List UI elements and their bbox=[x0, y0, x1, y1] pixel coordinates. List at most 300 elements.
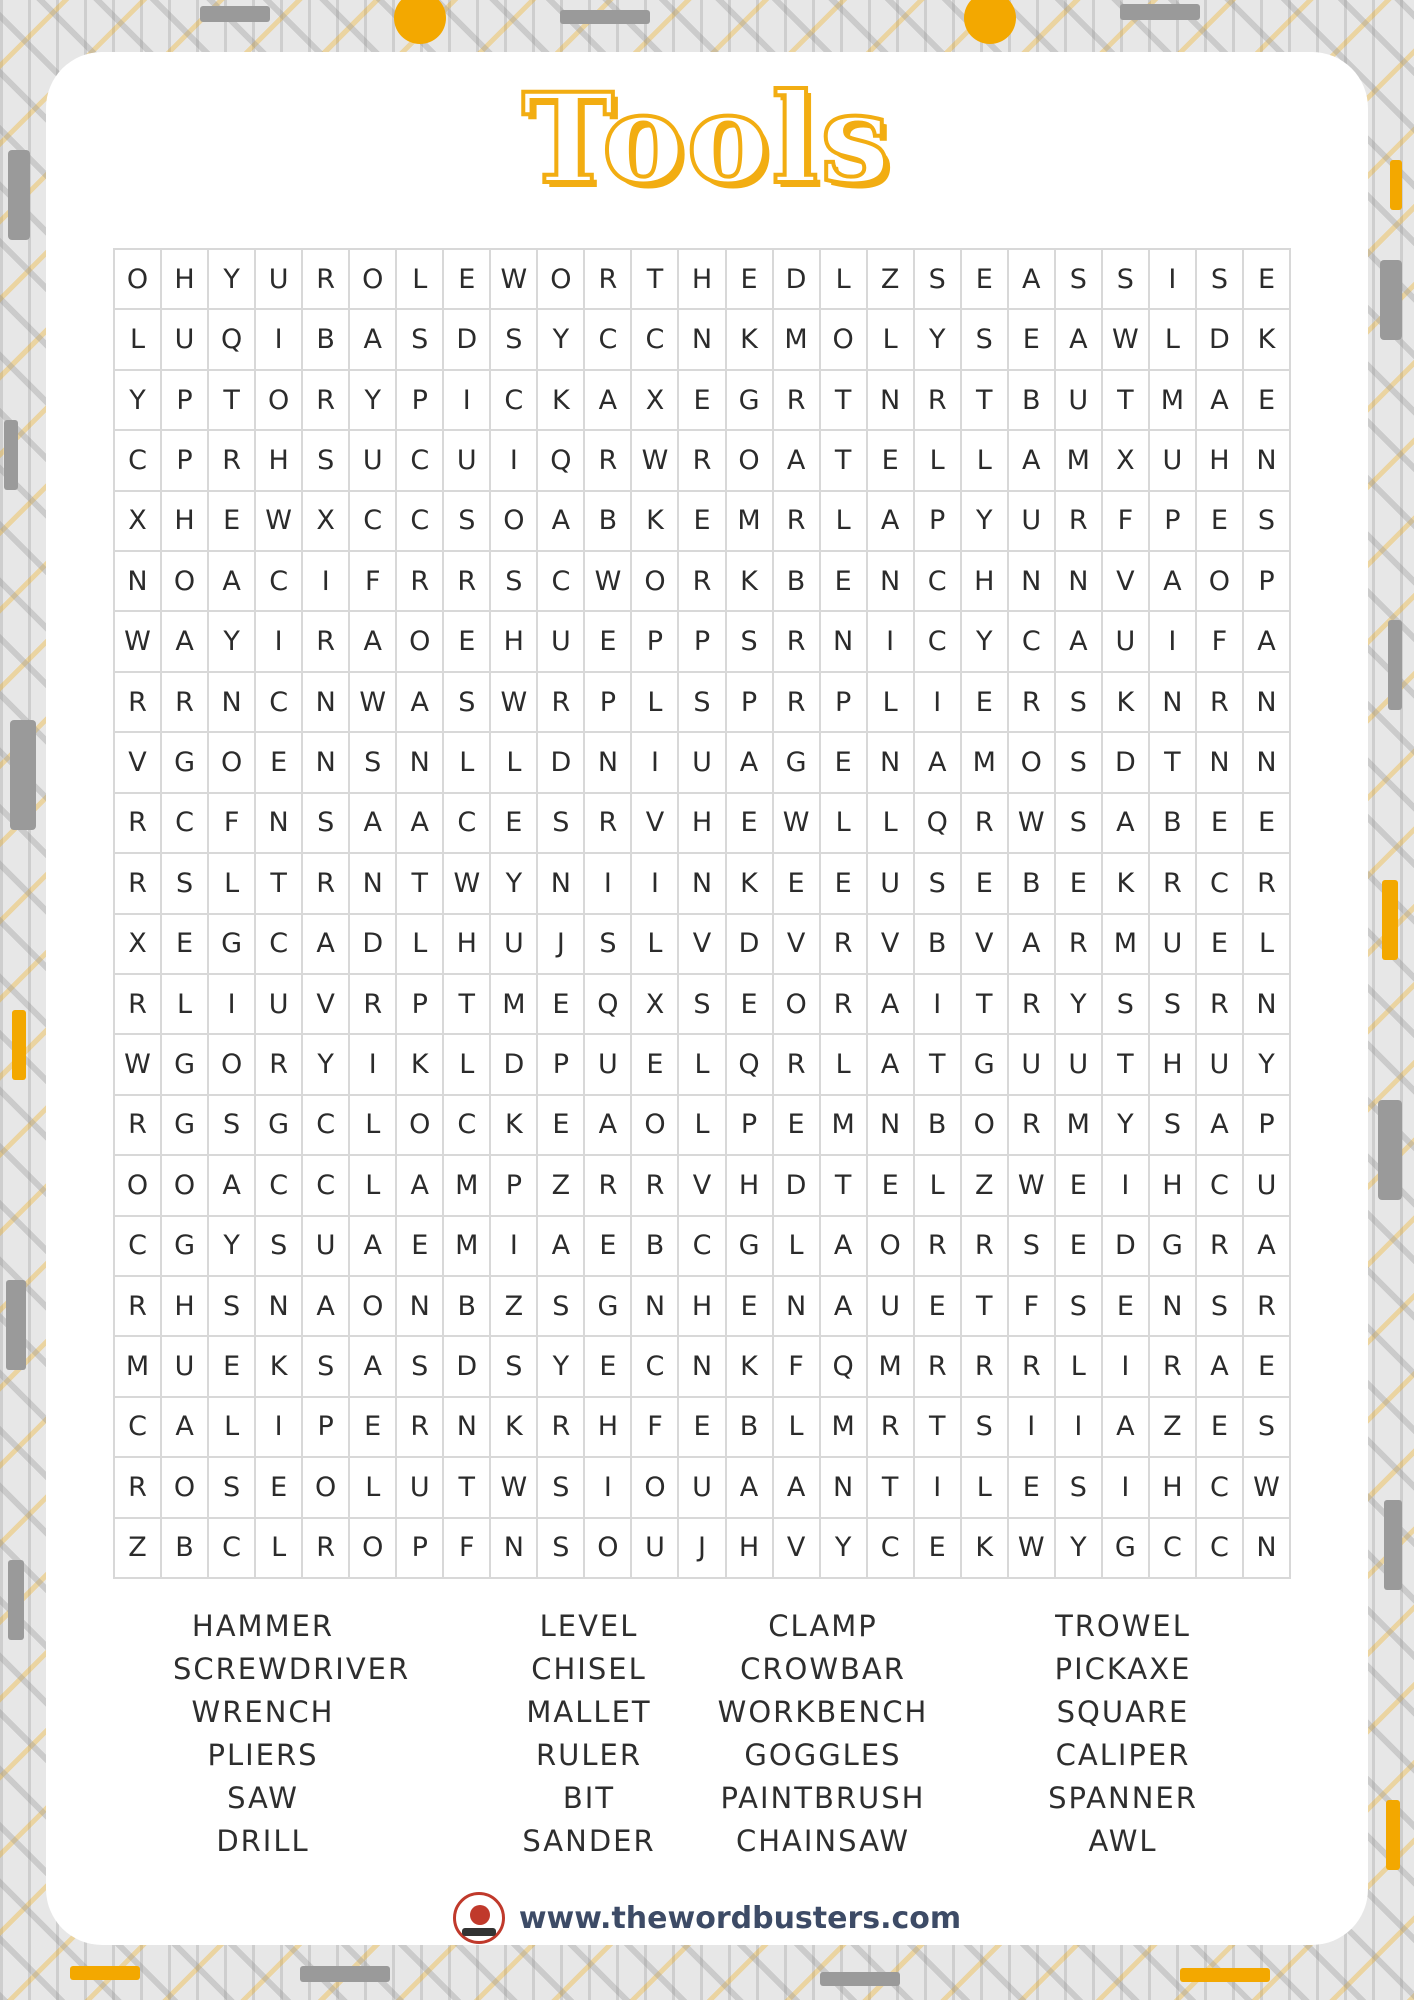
grid-cell[interactable]: W bbox=[115, 1035, 162, 1095]
grid-cell[interactable]: U bbox=[538, 612, 585, 672]
grid-cell[interactable]: A bbox=[209, 552, 256, 612]
grid-cell[interactable]: Y bbox=[209, 250, 256, 310]
grid-cell[interactable]: U bbox=[350, 431, 397, 491]
grid-cell[interactable]: X bbox=[632, 371, 679, 431]
grid-cell[interactable]: A bbox=[1103, 794, 1150, 854]
grid-cell[interactable]: T bbox=[1150, 733, 1197, 793]
grid-cell[interactable]: S bbox=[209, 1096, 256, 1156]
grid-cell[interactable]: S bbox=[444, 673, 491, 733]
grid-cell[interactable]: S bbox=[256, 1217, 303, 1277]
grid-cell[interactable]: S bbox=[585, 915, 632, 975]
grid-cell[interactable]: R bbox=[1056, 492, 1103, 552]
grid-cell[interactable]: N bbox=[1244, 673, 1291, 733]
grid-cell[interactable]: S bbox=[915, 854, 962, 914]
grid-cell[interactable]: G bbox=[209, 915, 256, 975]
grid-cell[interactable]: N bbox=[1244, 431, 1291, 491]
grid-cell[interactable]: W bbox=[1009, 1156, 1056, 1216]
grid-cell[interactable]: W bbox=[585, 552, 632, 612]
grid-cell[interactable]: G bbox=[585, 1277, 632, 1337]
grid-cell[interactable]: R bbox=[115, 1096, 162, 1156]
grid-cell[interactable]: S bbox=[1244, 492, 1291, 552]
grid-cell[interactable]: R bbox=[303, 854, 350, 914]
grid-cell[interactable]: L bbox=[774, 1398, 821, 1458]
grid-cell[interactable]: R bbox=[915, 1217, 962, 1277]
grid-cell[interactable]: R bbox=[115, 673, 162, 733]
grid-cell[interactable]: R bbox=[1150, 1337, 1197, 1397]
grid-cell[interactable]: R bbox=[256, 1035, 303, 1095]
grid-cell[interactable]: G bbox=[727, 371, 774, 431]
grid-cell[interactable]: J bbox=[538, 915, 585, 975]
grid-cell[interactable]: S bbox=[1244, 1398, 1291, 1458]
grid-cell[interactable]: X bbox=[115, 492, 162, 552]
grid-cell[interactable]: N bbox=[821, 1458, 868, 1518]
grid-cell[interactable]: E bbox=[209, 1337, 256, 1397]
grid-cell[interactable]: G bbox=[256, 1096, 303, 1156]
grid-cell[interactable]: C bbox=[256, 1156, 303, 1216]
grid-cell[interactable]: R bbox=[962, 1217, 1009, 1277]
grid-cell[interactable]: W bbox=[444, 854, 491, 914]
grid-cell[interactable]: J bbox=[679, 1519, 726, 1579]
grid-cell[interactable]: W bbox=[1009, 1519, 1056, 1579]
grid-cell[interactable]: E bbox=[397, 1217, 444, 1277]
grid-cell[interactable]: L bbox=[821, 492, 868, 552]
grid-cell[interactable]: L bbox=[821, 1035, 868, 1095]
grid-cell[interactable]: G bbox=[727, 1217, 774, 1277]
grid-cell[interactable]: N bbox=[303, 733, 350, 793]
grid-cell[interactable]: M bbox=[1150, 371, 1197, 431]
grid-cell[interactable]: E bbox=[444, 250, 491, 310]
grid-cell[interactable]: S bbox=[1056, 794, 1103, 854]
grid-cell[interactable]: R bbox=[444, 552, 491, 612]
grid-cell[interactable]: G bbox=[162, 733, 209, 793]
grid-cell[interactable]: R bbox=[774, 1035, 821, 1095]
grid-cell[interactable]: E bbox=[585, 1337, 632, 1397]
grid-cell[interactable]: W bbox=[774, 794, 821, 854]
grid-cell[interactable]: L bbox=[1244, 915, 1291, 975]
grid-cell[interactable]: F bbox=[350, 552, 397, 612]
grid-cell[interactable]: G bbox=[162, 1035, 209, 1095]
grid-cell[interactable]: T bbox=[868, 1458, 915, 1518]
grid-cell[interactable]: Q bbox=[538, 431, 585, 491]
grid-cell[interactable]: V bbox=[868, 915, 915, 975]
grid-cell[interactable]: O bbox=[115, 250, 162, 310]
grid-cell[interactable]: O bbox=[727, 431, 774, 491]
grid-cell[interactable]: R bbox=[115, 794, 162, 854]
grid-cell[interactable]: D bbox=[350, 915, 397, 975]
grid-cell[interactable]: C bbox=[256, 552, 303, 612]
grid-cell[interactable]: U bbox=[1056, 1035, 1103, 1095]
grid-cell[interactable]: N bbox=[397, 1277, 444, 1337]
grid-cell[interactable]: W bbox=[1244, 1458, 1291, 1518]
grid-cell[interactable]: Q bbox=[727, 1035, 774, 1095]
grid-cell[interactable]: K bbox=[491, 1398, 538, 1458]
grid-cell[interactable]: W bbox=[115, 612, 162, 672]
grid-cell[interactable]: P bbox=[1244, 1096, 1291, 1156]
grid-cell[interactable]: H bbox=[585, 1398, 632, 1458]
grid-cell[interactable]: Y bbox=[1103, 1096, 1150, 1156]
grid-cell[interactable]: C bbox=[1150, 1519, 1197, 1579]
grid-cell[interactable]: A bbox=[868, 1035, 915, 1095]
grid-cell[interactable]: N bbox=[397, 733, 444, 793]
grid-cell[interactable]: U bbox=[1244, 1156, 1291, 1216]
grid-cell[interactable]: C bbox=[1197, 1458, 1244, 1518]
grid-cell[interactable]: B bbox=[915, 915, 962, 975]
grid-cell[interactable]: S bbox=[491, 310, 538, 370]
grid-cell[interactable]: U bbox=[256, 250, 303, 310]
grid-cell[interactable]: P bbox=[538, 1035, 585, 1095]
grid-cell[interactable]: V bbox=[679, 915, 726, 975]
grid-cell[interactable]: I bbox=[585, 854, 632, 914]
grid-cell[interactable]: N bbox=[585, 733, 632, 793]
grid-cell[interactable]: N bbox=[256, 1277, 303, 1337]
grid-cell[interactable]: B bbox=[727, 1398, 774, 1458]
grid-cell[interactable]: A bbox=[1244, 612, 1291, 672]
grid-cell[interactable]: S bbox=[538, 1519, 585, 1579]
grid-cell[interactable]: M bbox=[444, 1217, 491, 1277]
grid-cell[interactable]: B bbox=[1150, 794, 1197, 854]
grid-cell[interactable]: A bbox=[1103, 1398, 1150, 1458]
grid-cell[interactable]: N bbox=[679, 1337, 726, 1397]
grid-cell[interactable]: A bbox=[397, 1156, 444, 1216]
grid-cell[interactable]: L bbox=[679, 1035, 726, 1095]
grid-cell[interactable]: R bbox=[1009, 1096, 1056, 1156]
grid-cell[interactable]: E bbox=[821, 552, 868, 612]
grid-cell[interactable]: G bbox=[162, 1217, 209, 1277]
grid-cell[interactable]: N bbox=[1056, 552, 1103, 612]
grid-cell[interactable]: E bbox=[727, 794, 774, 854]
grid-cell[interactable]: P bbox=[585, 673, 632, 733]
grid-cell[interactable]: T bbox=[915, 1398, 962, 1458]
grid-cell[interactable]: O bbox=[303, 1458, 350, 1518]
grid-cell[interactable]: R bbox=[1244, 1277, 1291, 1337]
grid-cell[interactable]: T bbox=[821, 371, 868, 431]
grid-cell[interactable]: T bbox=[256, 854, 303, 914]
grid-cell[interactable]: E bbox=[1197, 794, 1244, 854]
grid-cell[interactable]: C bbox=[915, 612, 962, 672]
grid-cell[interactable]: G bbox=[1150, 1217, 1197, 1277]
grid-cell[interactable]: P bbox=[1244, 552, 1291, 612]
grid-cell[interactable]: U bbox=[303, 1217, 350, 1277]
grid-cell[interactable]: E bbox=[727, 975, 774, 1035]
grid-cell[interactable]: T bbox=[962, 1277, 1009, 1337]
grid-cell[interactable]: T bbox=[915, 1035, 962, 1095]
grid-cell[interactable]: K bbox=[727, 854, 774, 914]
grid-cell[interactable]: O bbox=[115, 1156, 162, 1216]
grid-cell[interactable]: T bbox=[632, 250, 679, 310]
grid-cell[interactable]: O bbox=[162, 1156, 209, 1216]
grid-cell[interactable]: O bbox=[350, 1277, 397, 1337]
grid-cell[interactable]: G bbox=[162, 1096, 209, 1156]
grid-cell[interactable]: P bbox=[491, 1156, 538, 1216]
grid-cell[interactable]: M bbox=[115, 1337, 162, 1397]
grid-cell[interactable]: H bbox=[679, 250, 726, 310]
grid-cell[interactable]: S bbox=[350, 733, 397, 793]
grid-cell[interactable]: E bbox=[1056, 1217, 1103, 1277]
grid-cell[interactable]: N bbox=[868, 552, 915, 612]
grid-cell[interactable]: B bbox=[632, 1217, 679, 1277]
grid-cell[interactable]: A bbox=[727, 733, 774, 793]
grid-cell[interactable]: S bbox=[1103, 975, 1150, 1035]
grid-cell[interactable]: L bbox=[774, 1217, 821, 1277]
grid-cell[interactable]: N bbox=[1150, 1277, 1197, 1337]
grid-cell[interactable]: W bbox=[491, 250, 538, 310]
grid-cell[interactable]: L bbox=[1056, 1337, 1103, 1397]
grid-cell[interactable]: S bbox=[679, 673, 726, 733]
grid-cell[interactable]: W bbox=[256, 492, 303, 552]
grid-cell[interactable]: R bbox=[774, 673, 821, 733]
grid-cell[interactable]: E bbox=[444, 612, 491, 672]
grid-cell[interactable]: N bbox=[538, 854, 585, 914]
grid-cell[interactable]: H bbox=[491, 612, 538, 672]
grid-cell[interactable]: S bbox=[1056, 250, 1103, 310]
grid-cell[interactable]: L bbox=[1150, 310, 1197, 370]
grid-cell[interactable]: C bbox=[538, 552, 585, 612]
grid-cell[interactable]: H bbox=[1150, 1035, 1197, 1095]
grid-cell[interactable]: O bbox=[397, 1096, 444, 1156]
grid-cell[interactable]: K bbox=[632, 492, 679, 552]
grid-cell[interactable]: O bbox=[397, 612, 444, 672]
grid-cell[interactable]: F bbox=[632, 1398, 679, 1458]
grid-cell[interactable]: O bbox=[350, 250, 397, 310]
grid-cell[interactable]: V bbox=[115, 733, 162, 793]
grid-cell[interactable]: E bbox=[256, 1458, 303, 1518]
grid-cell[interactable]: A bbox=[1056, 612, 1103, 672]
grid-cell[interactable]: N bbox=[491, 1519, 538, 1579]
grid-cell[interactable]: B bbox=[585, 492, 632, 552]
grid-cell[interactable]: I bbox=[1103, 1337, 1150, 1397]
grid-cell[interactable]: L bbox=[868, 310, 915, 370]
grid-cell[interactable]: A bbox=[821, 1217, 868, 1277]
grid-cell[interactable]: L bbox=[632, 915, 679, 975]
grid-cell[interactable]: U bbox=[1150, 915, 1197, 975]
grid-cell[interactable]: N bbox=[209, 673, 256, 733]
grid-cell[interactable]: E bbox=[585, 612, 632, 672]
grid-cell[interactable]: L bbox=[350, 1096, 397, 1156]
grid-cell[interactable]: Q bbox=[915, 794, 962, 854]
grid-cell[interactable]: S bbox=[209, 1458, 256, 1518]
grid-cell[interactable]: E bbox=[868, 1156, 915, 1216]
grid-cell[interactable]: Y bbox=[538, 1337, 585, 1397]
grid-cell[interactable]: B bbox=[1009, 854, 1056, 914]
grid-cell[interactable]: I bbox=[1150, 250, 1197, 310]
grid-cell[interactable]: G bbox=[774, 733, 821, 793]
grid-cell[interactable]: I bbox=[915, 673, 962, 733]
grid-cell[interactable]: I bbox=[444, 371, 491, 431]
grid-cell[interactable]: L bbox=[962, 1458, 1009, 1518]
grid-cell[interactable]: K bbox=[397, 1035, 444, 1095]
grid-cell[interactable]: I bbox=[868, 612, 915, 672]
grid-cell[interactable]: R bbox=[115, 854, 162, 914]
grid-cell[interactable]: S bbox=[209, 1277, 256, 1337]
grid-cell[interactable]: A bbox=[350, 612, 397, 672]
grid-cell[interactable]: N bbox=[350, 854, 397, 914]
grid-cell[interactable]: F bbox=[1009, 1277, 1056, 1337]
grid-cell[interactable]: R bbox=[303, 371, 350, 431]
grid-cell[interactable]: S bbox=[303, 431, 350, 491]
grid-cell[interactable]: T bbox=[821, 1156, 868, 1216]
grid-cell[interactable]: H bbox=[162, 1277, 209, 1337]
grid-cell[interactable]: M bbox=[444, 1156, 491, 1216]
grid-cell[interactable]: H bbox=[962, 552, 1009, 612]
grid-cell[interactable]: L bbox=[821, 794, 868, 854]
grid-cell[interactable]: S bbox=[1197, 1277, 1244, 1337]
grid-cell[interactable]: E bbox=[1056, 1156, 1103, 1216]
grid-cell[interactable]: X bbox=[303, 492, 350, 552]
grid-cell[interactable]: R bbox=[303, 250, 350, 310]
grid-cell[interactable]: R bbox=[538, 1398, 585, 1458]
grid-cell[interactable]: R bbox=[774, 492, 821, 552]
grid-cell[interactable]: R bbox=[632, 1156, 679, 1216]
grid-cell[interactable]: K bbox=[727, 310, 774, 370]
grid-cell[interactable]: A bbox=[1197, 1337, 1244, 1397]
grid-cell[interactable]: C bbox=[209, 1519, 256, 1579]
grid-cell[interactable]: R bbox=[1056, 915, 1103, 975]
grid-cell[interactable]: C bbox=[115, 431, 162, 491]
grid-cell[interactable]: A bbox=[1150, 552, 1197, 612]
grid-cell[interactable]: A bbox=[727, 1458, 774, 1518]
grid-cell[interactable]: H bbox=[162, 250, 209, 310]
grid-cell[interactable]: A bbox=[397, 794, 444, 854]
grid-cell[interactable]: U bbox=[1056, 371, 1103, 431]
grid-cell[interactable]: X bbox=[632, 975, 679, 1035]
grid-cell[interactable]: A bbox=[585, 1096, 632, 1156]
grid-cell[interactable]: C bbox=[256, 673, 303, 733]
grid-cell[interactable]: D bbox=[774, 250, 821, 310]
grid-cell[interactable]: V bbox=[774, 1519, 821, 1579]
grid-cell[interactable]: L bbox=[444, 1035, 491, 1095]
grid-cell[interactable]: T bbox=[209, 371, 256, 431]
grid-cell[interactable]: C bbox=[585, 310, 632, 370]
grid-cell[interactable]: R bbox=[350, 975, 397, 1035]
grid-cell[interactable]: Z bbox=[868, 250, 915, 310]
grid-cell[interactable]: H bbox=[162, 492, 209, 552]
grid-cell[interactable]: R bbox=[962, 1337, 1009, 1397]
grid-cell[interactable]: W bbox=[491, 1458, 538, 1518]
grid-cell[interactable]: A bbox=[1009, 431, 1056, 491]
grid-cell[interactable]: Q bbox=[585, 975, 632, 1035]
grid-cell[interactable]: L bbox=[915, 431, 962, 491]
grid-cell[interactable]: S bbox=[491, 1337, 538, 1397]
grid-cell[interactable]: U bbox=[1197, 1035, 1244, 1095]
grid-cell[interactable]: F bbox=[774, 1337, 821, 1397]
grid-cell[interactable]: I bbox=[350, 1035, 397, 1095]
grid-cell[interactable]: G bbox=[1103, 1519, 1150, 1579]
grid-cell[interactable]: P bbox=[1150, 492, 1197, 552]
grid-cell[interactable]: W bbox=[491, 673, 538, 733]
grid-cell[interactable]: Y bbox=[491, 854, 538, 914]
grid-cell[interactable]: C bbox=[162, 794, 209, 854]
grid-cell[interactable]: A bbox=[162, 612, 209, 672]
grid-cell[interactable]: N bbox=[679, 310, 726, 370]
grid-cell[interactable]: E bbox=[821, 733, 868, 793]
grid-cell[interactable]: L bbox=[397, 250, 444, 310]
grid-cell[interactable]: S bbox=[1009, 1217, 1056, 1277]
grid-cell[interactable]: A bbox=[303, 915, 350, 975]
grid-cell[interactable]: I bbox=[256, 310, 303, 370]
grid-cell[interactable]: E bbox=[1103, 1277, 1150, 1337]
grid-cell[interactable]: U bbox=[868, 854, 915, 914]
grid-cell[interactable]: E bbox=[679, 1398, 726, 1458]
grid-cell[interactable]: S bbox=[162, 854, 209, 914]
grid-cell[interactable]: S bbox=[303, 794, 350, 854]
grid-cell[interactable]: M bbox=[962, 733, 1009, 793]
grid-cell[interactable]: A bbox=[868, 975, 915, 1035]
grid-cell[interactable]: S bbox=[303, 1337, 350, 1397]
grid-cell[interactable]: N bbox=[632, 1277, 679, 1337]
grid-cell[interactable]: K bbox=[1244, 310, 1291, 370]
grid-cell[interactable]: O bbox=[350, 1519, 397, 1579]
grid-cell[interactable]: Y bbox=[915, 310, 962, 370]
grid-cell[interactable]: N bbox=[1244, 733, 1291, 793]
grid-cell[interactable]: L bbox=[915, 1156, 962, 1216]
grid-cell[interactable]: E bbox=[209, 492, 256, 552]
grid-cell[interactable]: A bbox=[1009, 250, 1056, 310]
grid-cell[interactable]: K bbox=[1103, 854, 1150, 914]
grid-cell[interactable]: T bbox=[444, 1458, 491, 1518]
grid-cell[interactable]: O bbox=[632, 552, 679, 612]
grid-cell[interactable]: K bbox=[491, 1096, 538, 1156]
grid-cell[interactable]: Y bbox=[115, 371, 162, 431]
grid-cell[interactable]: I bbox=[1150, 612, 1197, 672]
grid-cell[interactable]: S bbox=[1056, 673, 1103, 733]
grid-cell[interactable]: I bbox=[491, 1217, 538, 1277]
grid-cell[interactable]: H bbox=[679, 794, 726, 854]
grid-cell[interactable]: Y bbox=[1244, 1035, 1291, 1095]
grid-cell[interactable]: E bbox=[350, 1398, 397, 1458]
grid-cell[interactable]: B bbox=[303, 310, 350, 370]
grid-cell[interactable]: X bbox=[1103, 431, 1150, 491]
grid-cell[interactable]: S bbox=[962, 1398, 1009, 1458]
grid-cell[interactable]: O bbox=[821, 310, 868, 370]
grid-cell[interactable]: R bbox=[1197, 975, 1244, 1035]
grid-cell[interactable]: S bbox=[538, 794, 585, 854]
grid-cell[interactable]: A bbox=[350, 1337, 397, 1397]
grid-cell[interactable]: R bbox=[1197, 1217, 1244, 1277]
grid-cell[interactable]: C bbox=[1009, 612, 1056, 672]
grid-cell[interactable]: C bbox=[632, 310, 679, 370]
grid-cell[interactable]: M bbox=[821, 1398, 868, 1458]
grid-cell[interactable]: C bbox=[303, 1096, 350, 1156]
grid-cell[interactable]: E bbox=[1244, 250, 1291, 310]
grid-cell[interactable]: A bbox=[162, 1398, 209, 1458]
grid-cell[interactable]: L bbox=[350, 1156, 397, 1216]
grid-cell[interactable]: R bbox=[915, 371, 962, 431]
grid-cell[interactable]: T bbox=[1103, 1035, 1150, 1095]
grid-cell[interactable]: O bbox=[538, 250, 585, 310]
grid-cell[interactable]: C bbox=[350, 492, 397, 552]
grid-cell[interactable]: R bbox=[774, 371, 821, 431]
grid-cell[interactable]: E bbox=[1244, 794, 1291, 854]
grid-cell[interactable]: U bbox=[397, 1458, 444, 1518]
grid-cell[interactable]: H bbox=[444, 915, 491, 975]
grid-cell[interactable]: A bbox=[1009, 915, 1056, 975]
grid-cell[interactable]: I bbox=[915, 975, 962, 1035]
grid-cell[interactable]: U bbox=[679, 733, 726, 793]
grid-cell[interactable]: N bbox=[303, 673, 350, 733]
footer-url[interactable]: www.thewordbusters.com bbox=[518, 1900, 962, 1936]
grid-cell[interactable]: E bbox=[538, 975, 585, 1035]
grid-cell[interactable]: L bbox=[115, 310, 162, 370]
grid-cell[interactable]: A bbox=[397, 673, 444, 733]
grid-cell[interactable]: I bbox=[256, 1398, 303, 1458]
grid-cell[interactable]: N bbox=[444, 1398, 491, 1458]
grid-cell[interactable]: S bbox=[538, 1458, 585, 1518]
grid-cell[interactable]: L bbox=[821, 250, 868, 310]
grid-cell[interactable]: B bbox=[162, 1519, 209, 1579]
grid-cell[interactable]: N bbox=[1009, 552, 1056, 612]
grid-cell[interactable]: Y bbox=[1056, 975, 1103, 1035]
grid-cell[interactable]: P bbox=[397, 975, 444, 1035]
